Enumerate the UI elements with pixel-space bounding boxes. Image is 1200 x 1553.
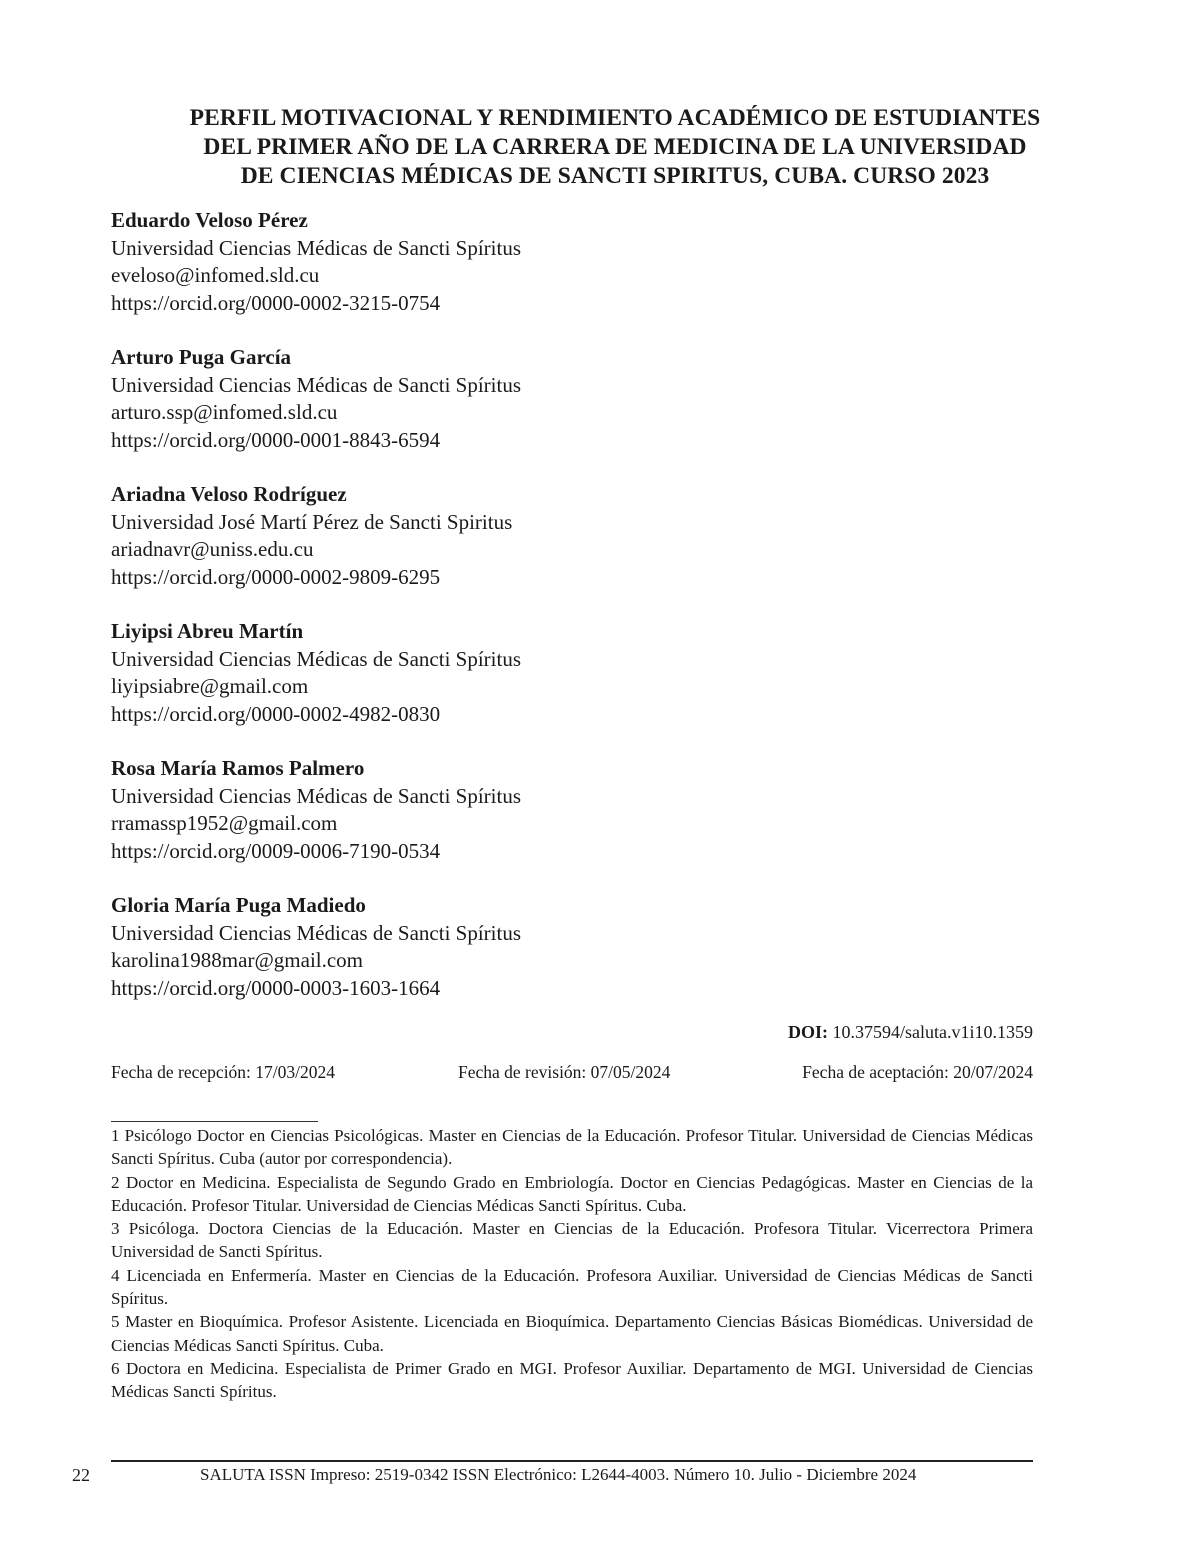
footnote: 2 Doctor en Medicina. Especialista de Segundo Grado en Embriología. Doctor en Ciencias Pedagógicas. Master en Ciencias de la Educación. Profesor Titular. Universidad de Ciencias Médicas Sancti Spíritus. Cuba. — [111, 1172, 1033, 1215]
author-affiliation: Universidad Ciencias Médicas de Sancti Spíritus — [111, 920, 522, 945]
footnote: 1 Psicólogo Doctor en Ciencias Psicológicas. Master en Ciencias de la Educación. Profesor Titular. Universidad de Ciencias Médicas Sancti Spíritus. Cuba (autor por correspondencia). — [111, 1126, 1033, 1169]
author-block — [111, 207, 1011, 317]
author-orcid[interactable]: https://orcid.org/0000-0002-4982-0830 — [111, 701, 441, 726]
author-list — [111, 207, 1011, 1029]
page-title — [100, 104, 1130, 191]
footnote: 4 Licenciada en Enfermería. Master en Ciencias de la Educación. Profesora Auxiliar. Universidad de Ciencias Médicas de Sancti Spíritus. — [111, 1265, 1033, 1309]
footnotes — [111, 1124, 1033, 1404]
page-number: 22 — [72, 1465, 90, 1485]
author-block — [111, 755, 1011, 865]
date-revised: Fecha de revisión: 07/05/2024 — [458, 1062, 671, 1082]
author-name: Eduardo Veloso Pérez — [111, 208, 308, 232]
author-name: Arturo Puga García — [111, 345, 292, 369]
author-block — [111, 618, 1011, 728]
author-orcid[interactable]: https://orcid.org/0000-0003-1603-1664 — [111, 975, 441, 1000]
author-name: Rosa María Ramos Palmero — [111, 756, 365, 780]
journal-footer: SALUTA ISSN Impreso: 2519-0342 ISSN Electrónico: L2644-4003. Número 10. Julio - Diciembre 2024 — [200, 1465, 917, 1484]
author-affiliation: Universidad Ciencias Médicas de Sancti Spíritus — [111, 783, 522, 808]
title-line: DEL PRIMER AÑO DE LA CARRERA DE MEDICINA DE LA UNIVERSIDAD — [203, 134, 1027, 160]
author-orcid[interactable]: https://orcid.org/0000-0001-8843-6594 — [111, 427, 441, 452]
author-affiliation: Universidad Ciencias Médicas de Sancti Spíritus — [111, 646, 522, 671]
author-block — [111, 481, 1011, 591]
author-name: Liyipsi Abreu Martín — [111, 619, 304, 643]
footnote: 3 Psicóloga. Doctora Ciencias de la Educación. Master en Ciencias de la Educación. Profesora Titular. Vicerrectora Primera Universidad de Sancti Spíritus. — [111, 1219, 1033, 1262]
author-block — [111, 892, 1011, 1002]
author-orcid[interactable]: https://orcid.org/0009-0006-7190-0534 — [111, 838, 441, 863]
author-orcid[interactable]: https://orcid.org/0000-0002-3215-0754 — [111, 290, 441, 315]
author-affiliation: Universidad José Martí Pérez de Sancti Spiritus — [111, 509, 513, 534]
footnote: 6 Doctora en Medicina. Especialista de Primer Grado en MGI. Profesor Auxiliar. Departamento de MGI. Universidad de Ciencias Médicas Sancti Spíritus. — [111, 1358, 1033, 1402]
author-affiliation: Universidad Ciencias Médicas de Sancti Spíritus — [111, 372, 522, 397]
footer-divider — [111, 1460, 1033, 1462]
author-affiliation: Universidad Ciencias Médicas de Sancti Spíritus — [111, 235, 522, 260]
author-email[interactable]: ariadnavr@uniss.edu.cu — [111, 537, 314, 561]
date-received: Fecha de recepción: 17/03/2024 — [111, 1062, 336, 1082]
doi-value[interactable]: 10.37594/saluta.v1i10.1359 — [832, 1022, 1033, 1042]
title-line: PERFIL MOTIVACIONAL Y RENDIMIENTO ACADÉMICO DE ESTUDIANTES — [189, 105, 1041, 131]
footnote-divider — [111, 1121, 318, 1122]
author-block — [111, 344, 1011, 454]
author-email[interactable]: arturo.ssp@infomed.sld.cu — [111, 400, 338, 424]
doi-label: DOI: — [788, 1022, 828, 1042]
author-name: Ariadna Veloso Rodríguez — [111, 482, 347, 506]
footnote: 5 Master en Bioquímica. Profesor Asistente. Licenciada en Bioquímica. Departamento Ciencias Básicas Biomédicas. Universidad de Ciencias Médicas Sancti Spíritus. Cuba. — [111, 1312, 1033, 1355]
author-email[interactable]: rramassp1952@gmail.com — [111, 811, 338, 835]
author-orcid[interactable]: https://orcid.org/0000-0002-9809-6295 — [111, 564, 441, 589]
title-line: DE CIENCIAS MÉDICAS DE SANCTI SPIRITUS, CUBA. CURSO 2023 — [240, 163, 990, 189]
author-email[interactable]: karolina1988mar@gmail.com — [111, 948, 364, 972]
author-email[interactable]: liyipsiabre@gmail.com — [111, 674, 309, 698]
date-accepted: Fecha de aceptación: 20/07/2024 — [802, 1062, 1033, 1082]
doi-line — [788, 1020, 1033, 1044]
author-name: Gloria María Puga Madiedo — [111, 893, 366, 917]
dates-row — [111, 1060, 1033, 1086]
author-email[interactable]: eveloso@infomed.sld.cu — [111, 263, 320, 287]
